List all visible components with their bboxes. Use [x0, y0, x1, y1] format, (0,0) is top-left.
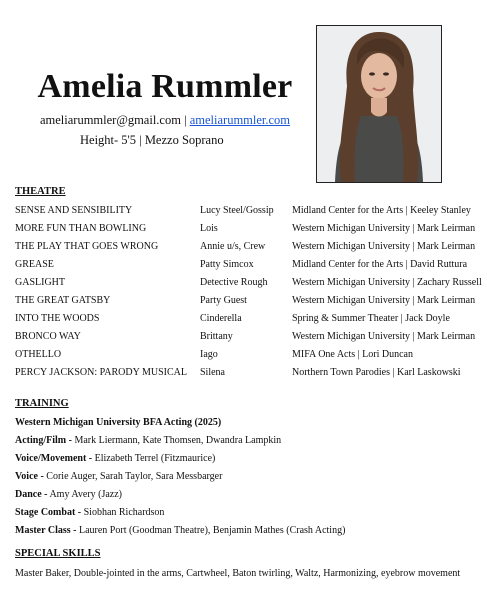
training-heading: TRAINING: [15, 398, 69, 409]
resume-name: Amelia Rummler: [37, 68, 293, 105]
training-item: [15, 471, 222, 482]
credit-row: [15, 205, 475, 219]
credit-venue: Western Michigan University | Mark Leirman: [292, 241, 476, 252]
credit-venue: Spring & Summer Theater | Jack Doyle: [292, 313, 450, 324]
training-item: [15, 507, 164, 518]
training-text: Mark Liermann, Kate Thomsen, Dwandra Lampkin: [74, 435, 282, 446]
credit-role: Detective Rough: [200, 277, 268, 288]
credit-show: THE GREAT GATSBY: [15, 295, 111, 306]
height-voice-line: Height- 5'5 | Mezzo Soprano: [80, 133, 224, 147]
website-link[interactable]: ameliarummler.com: [189, 113, 291, 127]
training-label: Stage Combat -: [15, 507, 82, 518]
credit-venue: Western Michigan University | Zachary Russell: [292, 277, 482, 288]
credit-row: [15, 367, 475, 381]
training-label: Dance -: [15, 489, 48, 500]
training-text: Elizabeth Terrel (Fitzmaurice): [94, 453, 216, 464]
training-label: Master Class -: [15, 525, 77, 536]
training-label: Voice/Movement -: [15, 453, 93, 464]
credit-show: GREASE: [15, 259, 54, 270]
credit-role: Lois: [200, 223, 218, 234]
credit-row: [15, 295, 475, 309]
special-skills-text: Master Baker, Double-jointed in the arms, Cartwheel, Baton twirling, Waltz, Harmonizing, eyebrow movement: [15, 568, 461, 579]
credit-venue: Midland Center for the Arts | Keeley Stanley: [292, 205, 471, 216]
training-label: Acting/Film -: [15, 435, 72, 446]
special-skills-heading: SPECIAL SKILLS: [15, 548, 101, 559]
credit-show: GASLIGHT: [15, 277, 65, 288]
headshot-photo: [316, 25, 442, 183]
credit-venue: Western Michigan University | Mark Leirman: [292, 223, 476, 234]
credit-role: Iago: [200, 349, 218, 360]
credit-role: Brittany: [200, 331, 233, 342]
credit-role: Silena: [200, 367, 225, 378]
credit-row: [15, 223, 475, 237]
credit-show: THE PLAY THAT GOES WRONG: [15, 241, 159, 252]
training-school: Western Michigan University BFA Acting (2025): [15, 417, 222, 428]
credit-show: SENSE AND SENSIBILITY: [15, 205, 133, 216]
credit-row: [15, 331, 475, 345]
credit-row: [15, 259, 475, 273]
credit-venue: Western Michigan University | Mark Leirman: [292, 331, 476, 342]
credit-show: PERCY JACKSON: PARODY MUSICAL: [15, 367, 187, 378]
contact-separator: |: [184, 113, 187, 127]
email-text: ameliarummler@gmail.com: [39, 113, 181, 127]
credit-row: [15, 277, 482, 291]
credit-venue: Northern Town Parodies | Karl Laskowski: [292, 367, 461, 378]
training-text: Amy Avery (Jazz): [49, 489, 123, 500]
contact-line: [0, 113, 330, 128]
credit-role: Patty Simcox: [200, 259, 254, 270]
credit-show: OTHELLO: [15, 349, 62, 360]
credit-role: Annie u/s, Crew: [200, 241, 266, 252]
training-text: Corie Auger, Sarah Taylor, Sara Messbarger: [46, 471, 223, 482]
training-text: Siobhan Richardson: [83, 507, 165, 518]
credit-venue: Western Michigan University | Mark Leirman: [292, 295, 476, 306]
theatre-heading: THEATRE: [15, 186, 66, 197]
credit-row: [15, 313, 475, 327]
training-item: [15, 525, 345, 536]
training-text: Lauren Port (Goodman Theatre), Benjamin Mathes (Crash Acting): [78, 525, 346, 536]
credit-show: BRONCO WAY: [15, 331, 81, 342]
credit-show: INTO THE WOODS: [15, 313, 100, 324]
credit-venue: MIFA One Acts | Lori Duncan: [292, 349, 413, 360]
credit-row: [15, 241, 475, 255]
credit-row: [15, 349, 475, 363]
training-item: [15, 435, 281, 446]
training-label: Voice -: [15, 471, 44, 482]
credit-show: MORE FUN THAN BOWLING: [15, 223, 147, 234]
credit-role: Lucy Steel/Gossip: [200, 205, 274, 216]
training-item: [15, 489, 122, 500]
credit-venue: Midland Center for the Arts | David Ruttura: [292, 259, 468, 270]
training-item: [15, 453, 215, 464]
credit-role: Party Guest: [200, 295, 247, 306]
credit-role: Cinderella: [200, 313, 242, 324]
